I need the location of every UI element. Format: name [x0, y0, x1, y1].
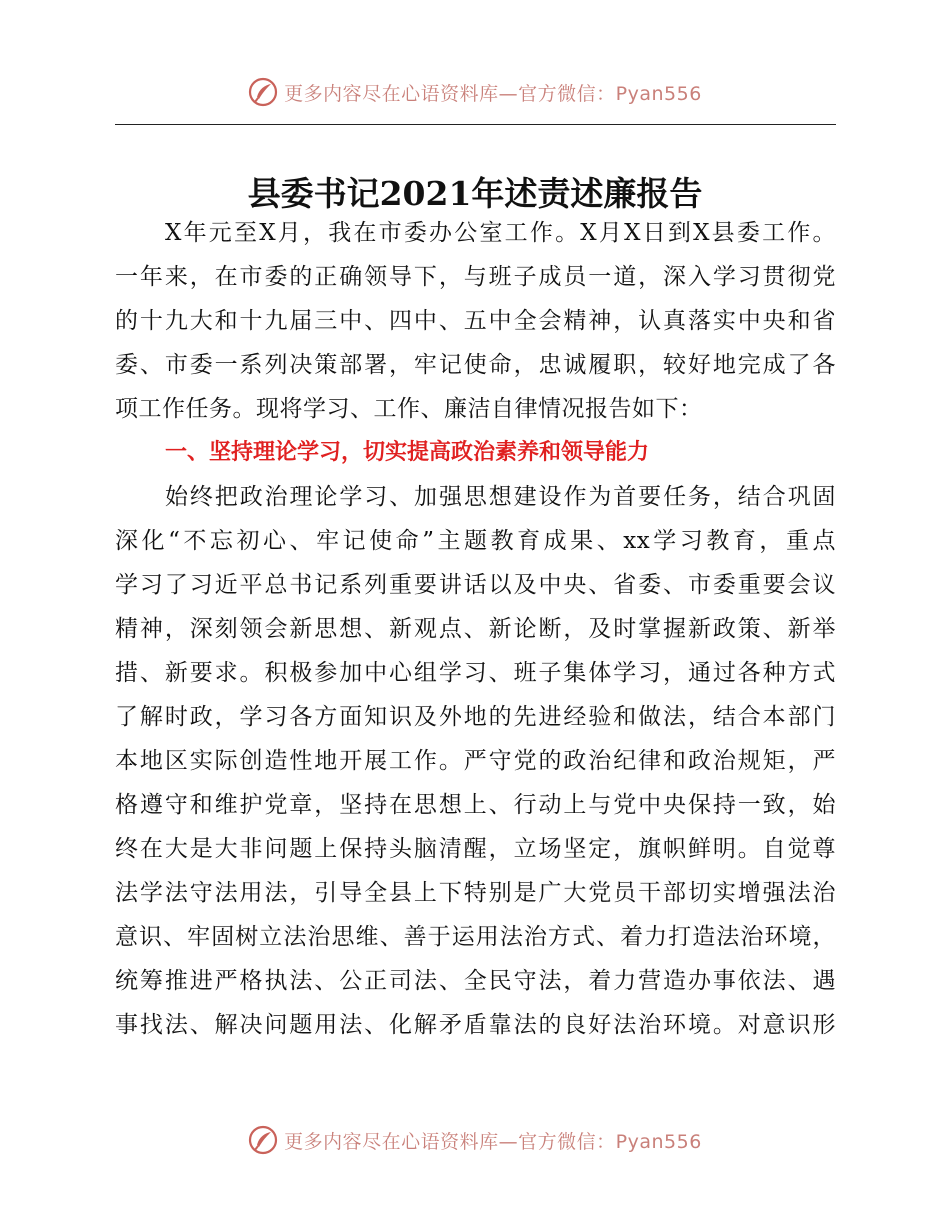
paragraph-1-line: 的十九大和十九届三中、四中、五中全会精神，认真落实中央和省 [115, 308, 836, 334]
paragraph-2-line: 格遵守和维护党章，坚持在思想上、行动上与党中央保持一致，始 [115, 792, 836, 818]
paragraph-2-line: 了解时政，学习各方面知识及外地的先进经验和做法，结合本部门 [115, 704, 836, 730]
paragraph-1-line: 项工作任务。现将学习、工作、廉洁自律情况报告如下： [115, 396, 703, 422]
section-1-heading: 一、坚持理论学习，切实提高政治素养和领导能力 [165, 440, 650, 465]
paragraph-2-line: 始终把政治理论学习、加强思想建设作为首要任务，结合巩固 [165, 484, 836, 510]
paragraph-1-line: X年元至X月，我在市委办公室工作。X月X日到X县委工作。 [165, 220, 836, 246]
watermark-text: 更多内容尽在心语资料库—官方微信：Pyan556 [284, 82, 702, 105]
paragraph-2-line: 学习了习近平总书记系列重要讲话以及中央、省委、市委重要会议 [115, 572, 836, 598]
watermark-banner-bottom [0, 1120, 950, 1160]
paragraph-1-line: 委、市委一系列决策部署，牢记使命，忠诚履职，较好地完成了各 [115, 352, 836, 378]
watermark-banner-top [0, 72, 950, 112]
paragraph-2-line: 措、新要求。积极参加中心组学习、班子集体学习，通过各种方式 [115, 660, 836, 686]
paragraph-2-line: 事找法、解决问题用法、化解矛盾靠法的良好法治环境。对意识形 [115, 1012, 836, 1038]
paragraph-2-line: 本地区实际创造性地开展工作。严守党的政治纪律和政治规矩，严 [115, 748, 836, 774]
watermark-text: 更多内容尽在心语资料库—官方微信：Pyan556 [284, 1130, 702, 1153]
watermark-logo-icon [248, 77, 278, 107]
paragraph-1-line: 一年来，在市委的正确领导下，与班子成员一道，深入学习贯彻党 [115, 264, 836, 290]
header-divider [115, 124, 836, 125]
paragraph-2-line: 统筹推进严格执法、公正司法、全民守法，着力营造办事依法、遇 [115, 968, 836, 994]
paragraph-2-line: 深化“不忘初心、牢记使命”主题教育成果、xx学习教育，重点 [115, 528, 836, 554]
paragraph-2-line: 终在大是大非问题上保持头脑清醒，立场坚定，旗帜鲜明。自觉尊 [115, 836, 836, 862]
document-title: 县委书记2021年述责述廉报告 [247, 174, 703, 213]
watermark-logo-icon [248, 1125, 278, 1155]
paragraph-2-line: 精神，深刻领会新思想、新观点、新论断，及时掌握新政策、新举 [115, 616, 836, 642]
paragraph-2-line: 意识、牢固树立法治思维、善于运用法治方式、着力打造法治环境， [115, 924, 836, 950]
paragraph-2-line: 法学法守法用法，引导全县上下特别是广大党员干部切实增强法治 [115, 880, 836, 906]
